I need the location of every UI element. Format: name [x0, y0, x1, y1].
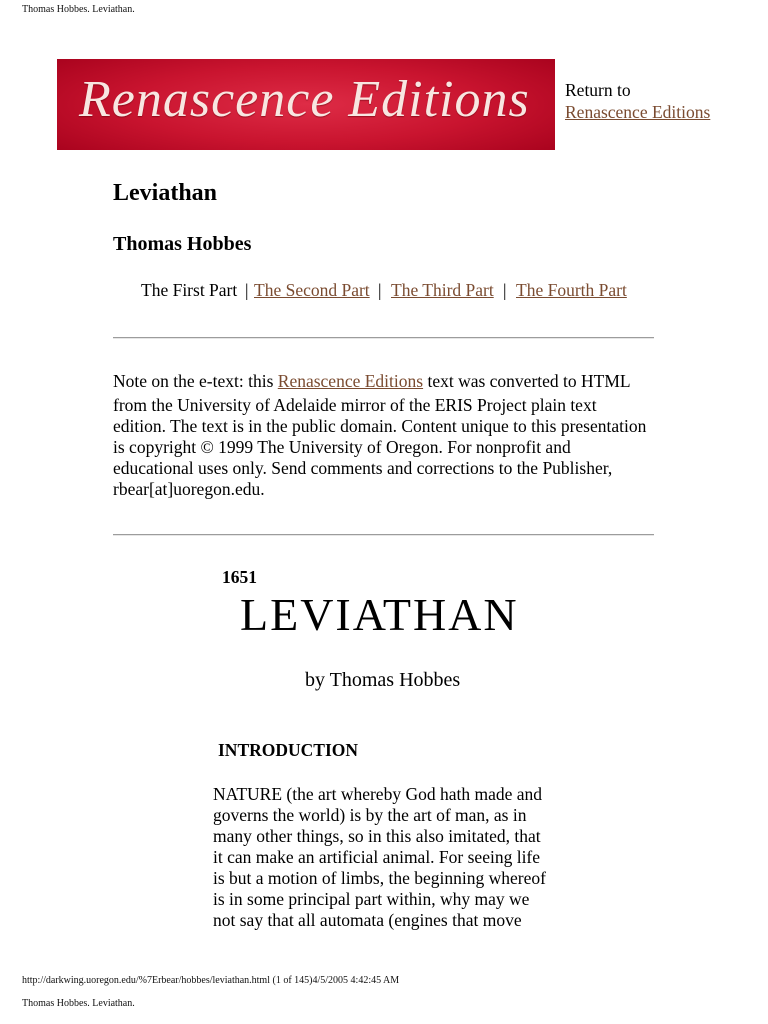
nav-separator: |	[503, 280, 507, 300]
introduction-line: governs the world) is by the art of man, as in	[213, 805, 527, 825]
book-title: LEVIATHAN	[240, 589, 519, 640]
etext-note-line: educational uses only. Send comments and corrections to the Publisher,	[113, 458, 613, 478]
introduction-heading: INTRODUCTION	[218, 740, 359, 760]
page-title: Leviathan	[113, 180, 218, 206]
nav-current-part: The First Part	[141, 280, 238, 300]
etext-note-line: from the University of Adelaide mirror of the ERIS Project plain text	[113, 395, 597, 415]
note-renascence-editions-link[interactable]: Renascence Editions	[277, 371, 424, 391]
return-to-label: Return to	[565, 80, 631, 100]
nav-link-third-part[interactable]: The Third Part	[391, 280, 494, 300]
etext-note-line: edition. The text is in the public domain. Content unique to this presentation	[113, 416, 647, 436]
renascence-editions-banner	[57, 59, 555, 150]
introduction-line: is but a motion of limbs, the beginning whereof	[213, 868, 546, 888]
banner-logo-text: Renascence Editions	[79, 71, 530, 128]
introduction-line: NATURE (the art whereby God hath made and	[213, 784, 542, 804]
horizontal-rule	[113, 534, 654, 536]
introduction-line: it can make an artificial animal. For seeing life	[213, 847, 541, 867]
print-footer-url: http://darkwing.uoregon.edu/%7Erbear/hobbes/leviathan.html (1 of 145)4/5/2005 4:42:45 AM	[22, 975, 400, 986]
etext-note-text: Note on the e-text: this	[113, 371, 278, 391]
introduction-line: not say that all automata (engines that move	[213, 910, 522, 930]
nav-link-second-part[interactable]: The Second Part	[254, 280, 370, 300]
etext-note-text: text was converted to HTML	[423, 371, 631, 391]
horizontal-rule	[113, 337, 654, 339]
etext-note-line: is copyright © 1999 The University of Oregon. For nonprofit and	[113, 437, 571, 457]
introduction-line: is in some principal part within, why may we	[213, 889, 530, 909]
return-renascence-editions-link[interactable]: Renascence Editions	[565, 102, 711, 122]
etext-note	[113, 371, 646, 500]
nav-link-fourth-part[interactable]: The Fourth Part	[516, 280, 627, 300]
introduction-line: many other things, so in this also imitated, that	[213, 826, 541, 846]
print-footer-title: Thomas Hobbes. Leviathan.	[22, 998, 135, 1009]
nav-separator: |	[378, 280, 382, 300]
publication-year: 1651	[222, 567, 257, 587]
book-byline: by Thomas Hobbes	[305, 669, 461, 691]
etext-note-line	[113, 371, 646, 392]
nav-separator: |	[245, 280, 249, 300]
etext-note-line: rbear[at]uoregon.edu.	[113, 479, 265, 499]
introduction-paragraph	[213, 784, 546, 931]
author-heading: Thomas Hobbes	[113, 233, 252, 255]
print-header-title: Thomas Hobbes. Leviathan.	[22, 4, 135, 15]
